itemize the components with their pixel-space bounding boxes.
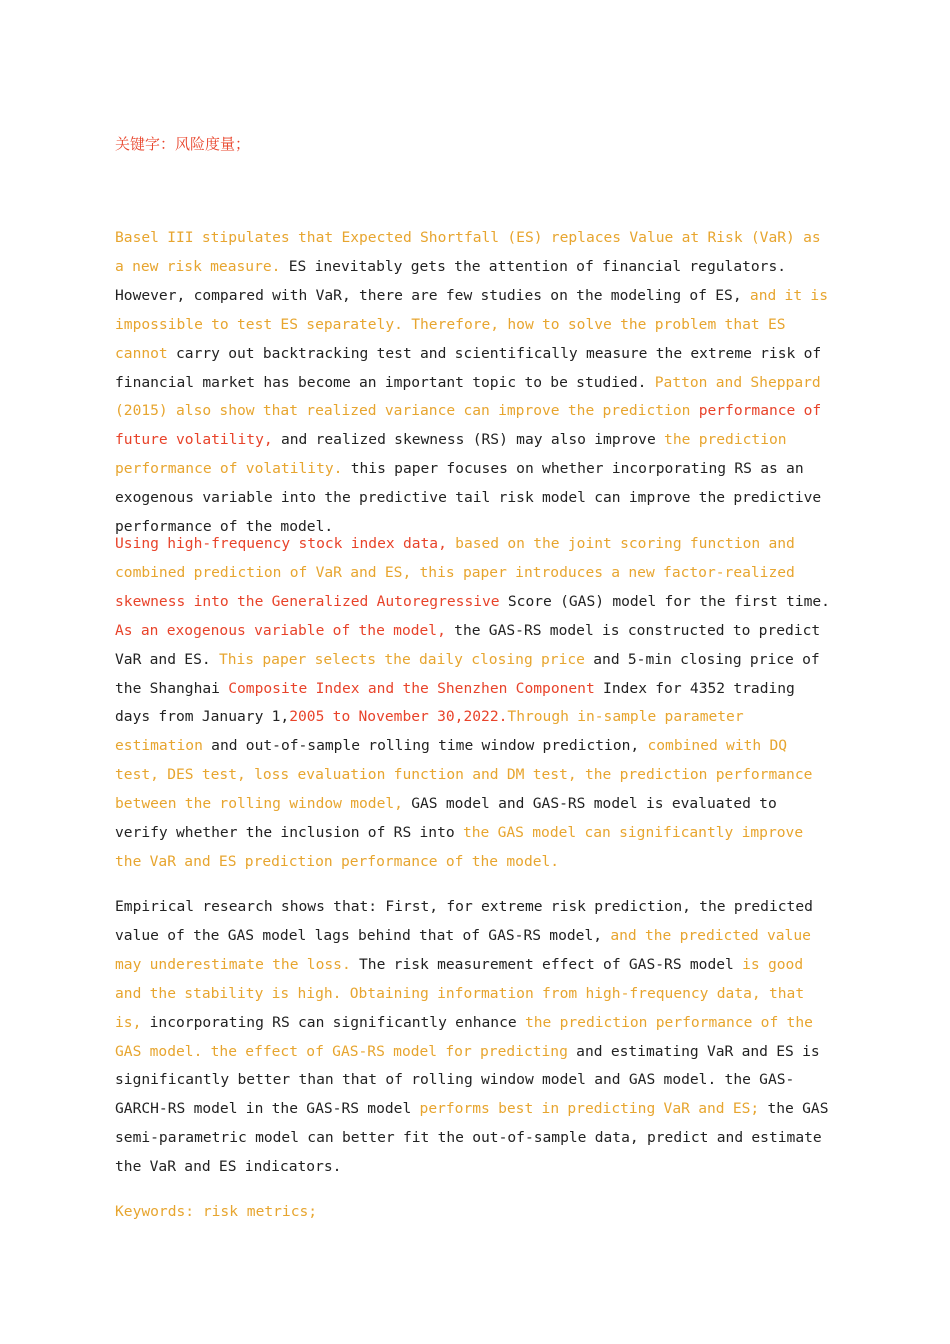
- text-segment: incorporating RS can significantly enhance: [141, 1013, 525, 1031]
- text-segment: Using high-frequency stock index data,: [115, 535, 447, 552]
- text-segment: the GAS semi-parametric model can better fit the out-of-sample data, predict and estimate the VaR and ES indicators.: [115, 1100, 829, 1176]
- text-segment: the prediction performance of the GAS model. the effect of GAS-RS model for predicting: [115, 1013, 813, 1060]
- text-segment: ES inevitably gets the attention of financial regulators. However, compared with VaR, there are few studies on the modeling of ES,: [115, 257, 787, 304]
- text-segment: carry out backtracking test and scientifically measure the extreme risk of financial market has become an important topic to be studied.: [115, 344, 822, 391]
- abstract-paragraph-1: [115, 224, 830, 542]
- text-segment: Through in-sample parameter estimation: [115, 708, 744, 755]
- abstract-paragraph-3: [115, 893, 830, 1182]
- text-segment: Score (GAS) model for the first time.: [499, 592, 830, 610]
- text-segment: and estimating VaR and ES is significantly better than that of rolling window model and GAS model. the GAS-GARCH-RS model in the GAS-RS model: [115, 1042, 820, 1118]
- text-segment: The risk measurement effect of GAS-RS model: [350, 955, 743, 973]
- text-segment: performs best in predicting VaR and ES;: [419, 1100, 760, 1118]
- text-segment: Empirical research shows that: First, for extreme risk prediction, the predicted value of the GAS model lags behind that of GAS-RS model,: [115, 898, 813, 944]
- text-segment: GAS model and GAS-RS model is evaluated to verify whether the inclusion of RS into: [115, 795, 777, 842]
- text-segment: Composite Index and the Shenzhen Component: [228, 679, 595, 697]
- text-segment: and out-of-sample rolling time window prediction,: [202, 737, 648, 755]
- text-segment: and 5-min closing price of the Shanghai: [115, 650, 820, 697]
- text-segment: Basel III stipulates that Expected Shortfall (ES) replaces Value at Risk (VaR) as a new risk measure.: [115, 229, 821, 275]
- text-segment: and the predicted value may underestimate the loss.: [115, 926, 811, 973]
- abstract-paragraph-2: [115, 530, 830, 877]
- text-segment: this paper focuses on whether incorporating RS as an exogenous variable into the predictive tail risk model can improve the predictive performance of the model.: [115, 460, 822, 536]
- text-segment: combined with DQ test, DES test, loss evaluation function and DM test, the prediction performance between the rolling window model,: [115, 737, 813, 813]
- text-segment: This paper selects the daily closing price: [218, 650, 585, 668]
- text-segment: is good and the stability is high. Obtaining information from high-frequency data, that is,: [115, 955, 805, 1031]
- text-segment: performance of future volatility,: [115, 402, 822, 449]
- keywords-chinese: 关键字：风险度量；: [115, 135, 251, 153]
- text-segment: based on the joint scoring function and combined prediction of VaR and ES, this paper introduces a new factor-realized: [115, 535, 795, 581]
- text-segment: 2022.: [463, 708, 508, 726]
- keywords-english: Keywords: risk metrics;: [115, 1203, 318, 1220]
- text-segment: 2005 to November 30,: [289, 708, 464, 726]
- text-segment: and realized skewness (RS) may also improve: [272, 431, 665, 449]
- text-segment: Index for 4352 trading days from January 1,: [115, 679, 795, 726]
- text-segment: skewness into the Generalized Autoregressive: [115, 592, 500, 610]
- text-segment: As an exogenous variable of the model,: [115, 621, 446, 639]
- text-segment: and it is impossible to test ES separately. Therefore, how to solve the problem that ES cannot: [115, 286, 828, 362]
- text-segment: the GAS model can significantly improve the VaR and ES prediction performance of the model.: [115, 824, 804, 870]
- text-segment: the prediction performance of volatility.: [115, 431, 787, 478]
- text-segment: Patton and Sheppard (2015) also show that realized variance can improve the prediction: [115, 373, 821, 420]
- text-segment: the GAS-RS model is constructed to predict VaR and ES.: [115, 621, 821, 668]
